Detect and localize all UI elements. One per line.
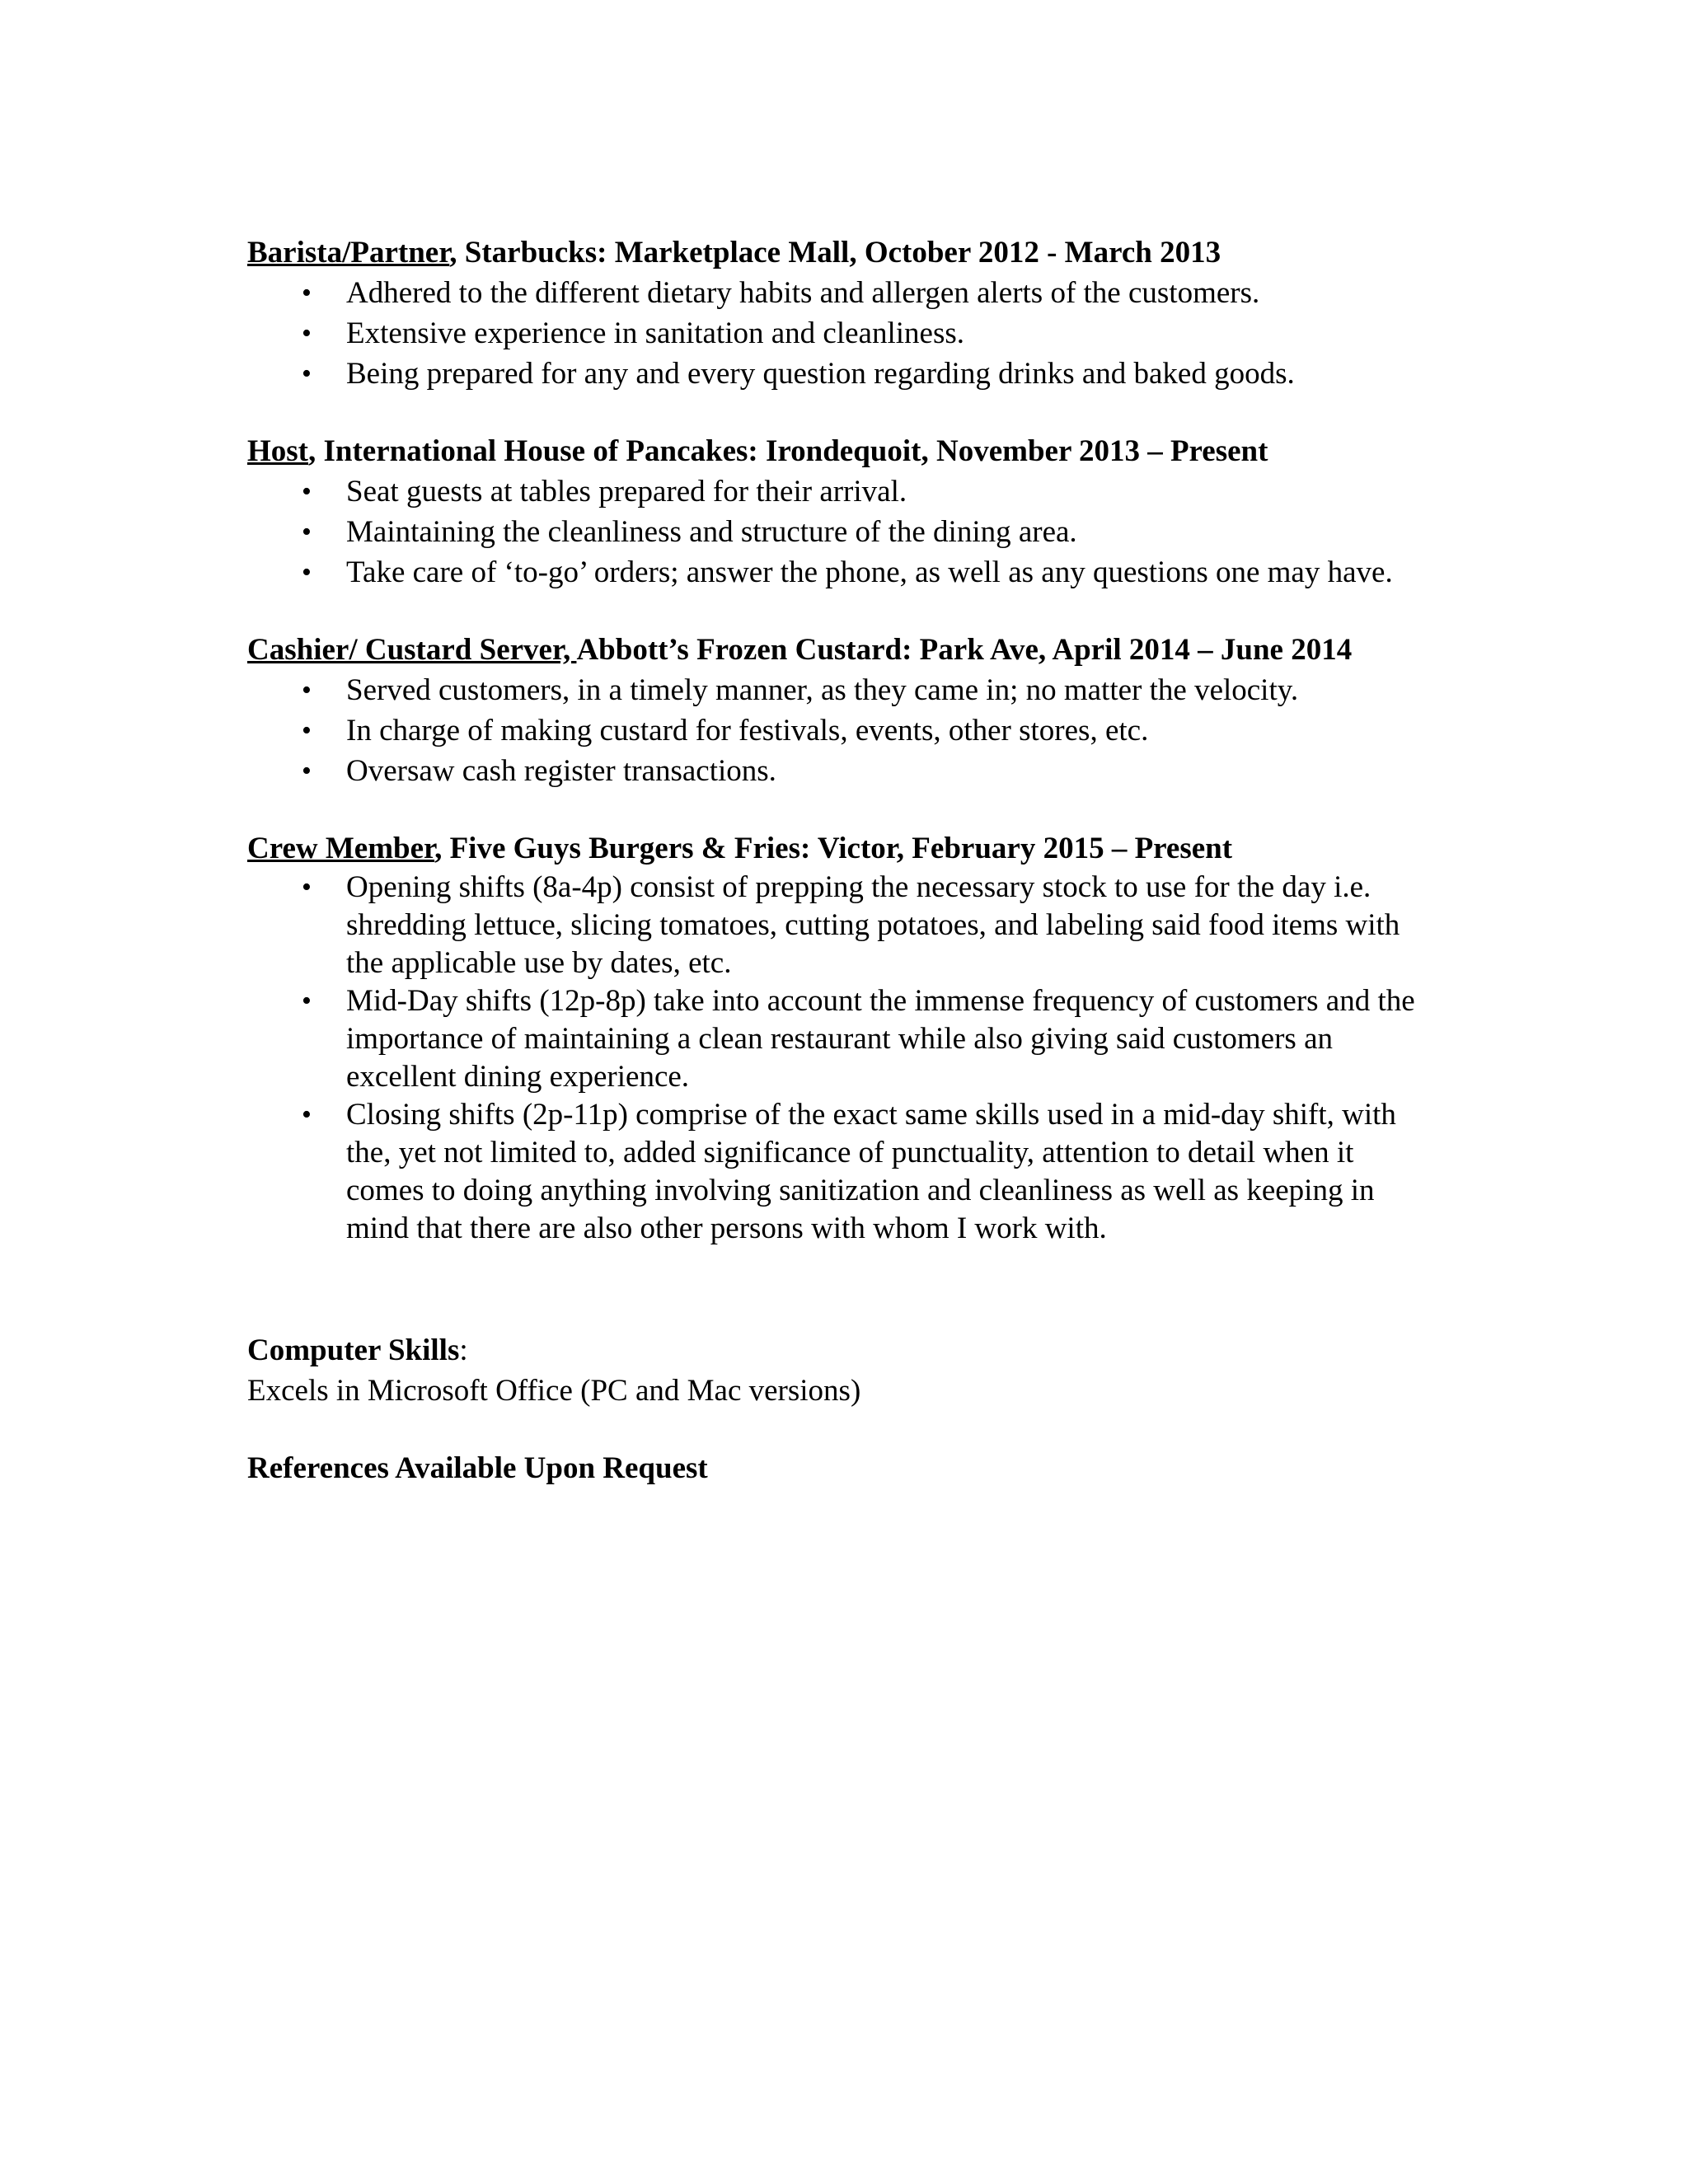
job-entry-ihop xyxy=(247,431,1426,593)
bullet-icon: • xyxy=(302,476,312,507)
bullet-icon: • xyxy=(302,872,312,902)
list-item xyxy=(247,273,1426,313)
job-title xyxy=(247,630,1426,670)
job-entry-starbucks xyxy=(247,232,1426,394)
job-details: , International House of Pancakes: Irondequoit, November 2013 – Present xyxy=(308,434,1268,468)
duty-text: Closing shifts (2p-11p) comprise of the exact same skills used in a mid-day shift, with the, yet not limited to, added significance of punctuality, attention to detail when it comes to doing anything involving sanitization and cleanliness as well as keeping in mind that there are also other persons with whom I work with. xyxy=(346,1098,1396,1245)
job-duties-list xyxy=(247,869,1426,1248)
job-role: Barista/Partner xyxy=(247,236,450,269)
list-item xyxy=(247,512,1426,552)
job-title xyxy=(247,431,1426,471)
duty-text: Being prepared for any and every question regarding drinks and baked goods. xyxy=(346,357,1295,391)
bullet-icon: • xyxy=(302,675,312,705)
skills-heading-line xyxy=(247,1330,1426,1371)
duty-text: Oversaw cash register transactions. xyxy=(346,754,776,788)
bullet-icon: • xyxy=(302,517,312,547)
bullet-icon: • xyxy=(302,318,312,349)
list-item xyxy=(247,552,1426,593)
duty-text: Seat guests at tables prepared for their arrival. xyxy=(346,475,907,509)
duty-text: Maintaining the cleanliness and structure of the dining area. xyxy=(346,515,1077,549)
job-role: Crew Member xyxy=(247,832,435,865)
job-duties-list-hanging xyxy=(247,552,1426,593)
duty-text: Opening shifts (8a-4p) consist of prepping the necessary stock to use for the day i.e. shredding lettuce, slicing tomatoes, cutting potatoes, and labeling said food items with the applicable use by dates, etc. xyxy=(346,870,1400,980)
references-note: References Available Upon Request xyxy=(247,1451,708,1485)
list-item xyxy=(247,670,1426,710)
bullet-icon: • xyxy=(302,359,312,389)
duty-text: In charge of making custard for festivals, events, other stores, etc. xyxy=(346,714,1149,748)
resume-content xyxy=(247,232,1426,1488)
list-item xyxy=(247,313,1426,354)
bullet-icon: • xyxy=(302,986,312,1016)
list-item xyxy=(247,982,1426,1096)
job-details: , Five Guys Burgers & Fries: Victor, February 2015 – Present xyxy=(434,832,1233,865)
list-item xyxy=(247,354,1426,394)
skills-heading: Computer Skills xyxy=(247,1333,460,1367)
job-role: Host xyxy=(247,434,308,468)
job-duties-list xyxy=(247,471,1426,552)
duty-text: Take care of ‘to-go’ orders; answer the phone, as well as any questions one may have. xyxy=(346,555,1393,589)
job-details: Abbott’s Frozen Custard: Park Ave, April 2014 – June 2014 xyxy=(576,633,1353,667)
bullet-icon: • xyxy=(302,278,312,308)
list-item xyxy=(247,710,1426,751)
computer-skills-section xyxy=(247,1330,1426,1411)
list-item xyxy=(247,869,1426,982)
job-role: Cashier/ Custard Server, xyxy=(247,633,577,667)
bullet-icon: • xyxy=(302,557,312,588)
duty-text: Extensive experience in sanitation and cleanliness. xyxy=(346,316,965,350)
job-duties-list xyxy=(247,670,1426,791)
bullet-icon: • xyxy=(302,715,312,746)
bullet-icon: • xyxy=(302,756,312,786)
job-title xyxy=(247,828,1426,869)
job-title xyxy=(247,232,1426,273)
skills-colon: : xyxy=(459,1333,468,1367)
duty-text: Mid-Day shifts (12p-8p) take into account the immense frequency of customers and the importance of maintaining a clean restaurant while also giving said customers an excellent dining experience. xyxy=(346,984,1415,1094)
duty-text: Adhered to the different dietary habits and allergen alerts of the customers. xyxy=(346,276,1260,310)
list-item xyxy=(247,471,1426,512)
duty-text: Served customers, in a timely manner, as they came in; no matter the velocity. xyxy=(346,673,1299,707)
job-entry-abbotts xyxy=(247,630,1426,791)
bullet-icon: • xyxy=(302,1099,312,1130)
skills-text: Excels in Microsoft Office (PC and Mac versions) xyxy=(247,1374,861,1408)
job-entry-five-guys xyxy=(247,828,1426,1248)
job-details: , Starbucks: Marketplace Mall, October 2012 - March 2013 xyxy=(449,236,1221,269)
list-item xyxy=(247,751,1426,791)
list-item xyxy=(247,1096,1426,1248)
job-duties-list xyxy=(247,273,1426,394)
